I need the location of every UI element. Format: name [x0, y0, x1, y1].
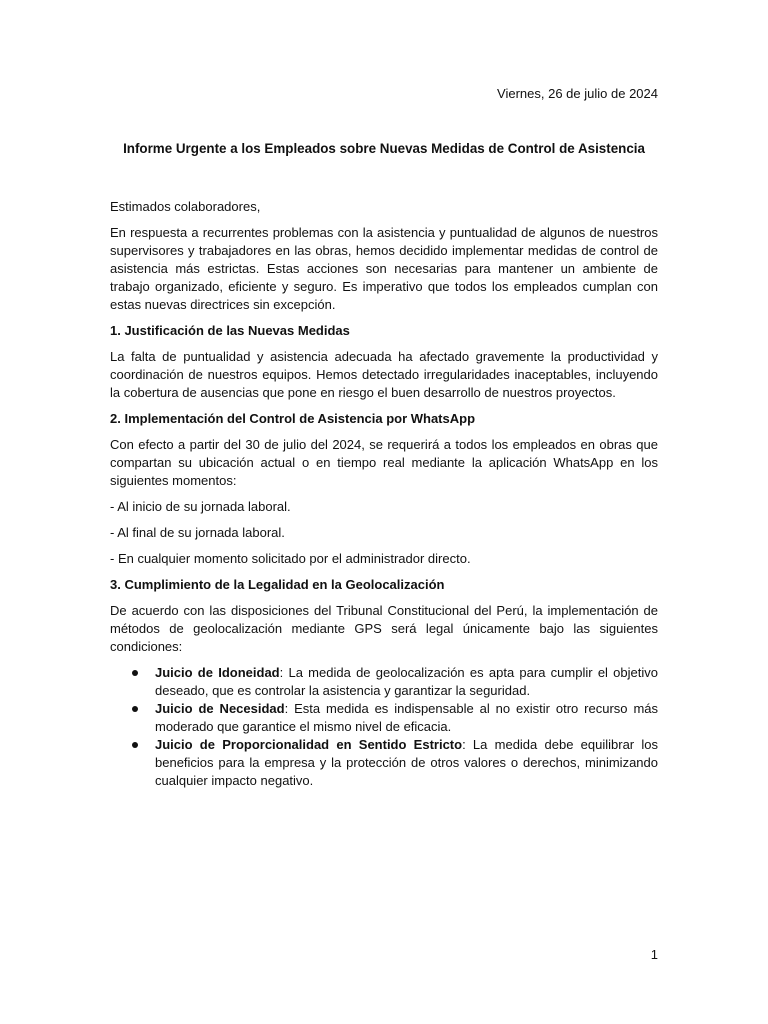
condition-item — [110, 736, 658, 790]
condition-text: : Esta medida es indispensable al no existir otro recurso más moderado que garantice el mismo nivel de eficacia. — [155, 701, 658, 734]
document-date: Viernes, 26 de julio de 2024 — [497, 86, 658, 101]
document-title: Informe Urgente a los Empleados sobre Nuevas Medidas de Control de Asistencia — [123, 141, 645, 156]
schedule-item: - En cualquier momento solicitado por el administrador directo. — [110, 551, 471, 566]
page-number: 1 — [650, 947, 658, 962]
bullet-icon — [132, 742, 138, 748]
section-3-heading: 3. Cumplimiento de la Legalidad en la Geolocalización — [110, 577, 445, 592]
greeting: Estimados colaboradores, — [110, 199, 261, 214]
condition-term: Juicio de Idoneidad — [155, 665, 280, 680]
condition-text: : La medida de geolocalización es apta para cumplir el objetivo deseado, que es controlar la asistencia y garantizar la seguridad. — [155, 665, 658, 698]
condition-item — [110, 700, 658, 736]
intro-paragraph: En respuesta a recurrentes problemas con la asistencia y puntualidad de algunos de nuestros supervisores y trabajadores en las obras, hemos decidido implementar medidas de control de asistencia más estrictas. Estas acciones son necesarias para mantener un ambiente de trabajo organizado, eficiente y seguro. Es imperativo que todos los empleados cumplan con estas nuevas directrices sin excepción. — [110, 225, 658, 312]
condition-item — [110, 664, 658, 700]
schedule-item: - Al final de su jornada laboral. — [110, 525, 285, 540]
schedule-item: - Al inicio de su jornada laboral. — [110, 499, 291, 514]
condition-text: : La medida debe equilibrar los beneficios para la empresa y la protección de otros valores o derechos, minimizando cualquier impacto negativo. — [155, 737, 658, 788]
section-1-paragraph: La falta de puntualidad y asistencia adecuada ha afectado gravemente la productividad y coordinación de nuestros equipos. Hemos detectado irregularidades inaceptables, incluyendo la cobertura de ausencias que pone en riesgo el buen desarrollo de nuestros proyectos. — [110, 349, 658, 400]
bullet-icon — [132, 706, 138, 712]
bullet-icon — [132, 670, 138, 676]
conditions-list — [110, 664, 658, 790]
condition-term: Juicio de Necesidad — [155, 701, 285, 716]
section-2-paragraph: Con efecto a partir del 30 de julio del 2024, se requerirá a todos los empleados en obras que compartan su ubicación actual o en tiempo real mediante la aplicación WhatsApp en los siguientes momentos: — [110, 437, 658, 488]
condition-term: Juicio de Proporcionalidad en Sentido Estricto — [155, 737, 463, 752]
section-2-heading: 2. Implementación del Control de Asistencia por WhatsApp — [110, 411, 476, 426]
section-3-paragraph: De acuerdo con las disposiciones del Tribunal Constitucional del Perú, la implementación de métodos de geolocalización mediante GPS será legal únicamente bajo las siguientes condiciones: — [110, 603, 658, 654]
document-body — [110, 198, 658, 790]
section-1-heading: 1. Justificación de las Nuevas Medidas — [110, 323, 350, 338]
